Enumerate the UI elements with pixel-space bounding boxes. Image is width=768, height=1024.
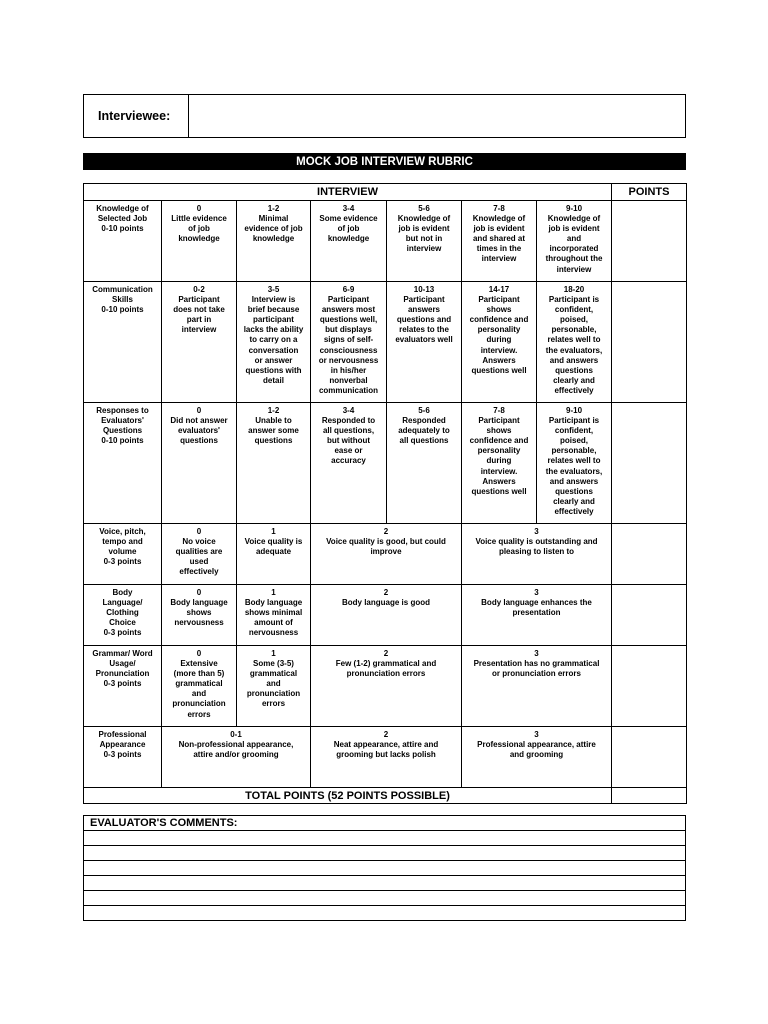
comment-line[interactable]: [84, 861, 686, 876]
rubric-row: [84, 727, 687, 788]
score-descriptor-cell: 10-13 Participant answers questions and relates to the evaluators well: [387, 282, 462, 403]
score-descriptor-cell: 7-8 Knowledge of job is evident and shared at times in the interview: [462, 201, 537, 282]
score-descriptor-cell: 3-4 Responded to all questions, but without ease or accuracy: [311, 403, 387, 524]
total-row: [84, 788, 687, 804]
score-descriptor-cell: 3 Voice quality is outstanding and pleasing to listen to: [462, 524, 612, 585]
score-descriptor-cell: 9-10 Participant is confident, poised, personable, relates well to the evaluators, and answers questions clearly and effectively: [537, 403, 612, 524]
score-descriptor-cell: 6-9 Participant answers most questions well, but displays signs of self- consciousness or nervousness in his/her nonverbal communication: [311, 282, 387, 403]
points-cell[interactable]: [612, 727, 687, 788]
interviewee-label: Interviewee:: [84, 95, 189, 137]
score-descriptor-cell: 2 Voice quality is good, but could improve: [311, 524, 462, 585]
points-cell[interactable]: [612, 201, 687, 282]
rubric-row: [84, 403, 687, 524]
score-descriptor-cell: 3-4 Some evidence of job knowledge: [311, 201, 387, 282]
points-cell[interactable]: [612, 403, 687, 524]
points-cell[interactable]: [612, 646, 687, 727]
score-descriptor-cell: 1 Body language shows minimal amount of nervousness: [237, 585, 311, 646]
criterion-cell: Knowledge of Selected Job 0-10 points: [84, 201, 162, 282]
score-descriptor-cell: 0 Extensive (more than 5) grammatical and pronunciation errors: [162, 646, 237, 727]
evaluator-comments: [83, 815, 686, 921]
score-descriptor-cell: 0 No voice qualities are used effectively: [162, 524, 237, 585]
criterion-cell: Voice, pitch, tempo and volume 0-3 points: [84, 524, 162, 585]
interviewee-field[interactable]: [189, 95, 685, 137]
score-descriptor-cell: 5-6 Responded adequately to all questions: [387, 403, 462, 524]
rubric-title: MOCK JOB INTERVIEW RUBRIC: [83, 153, 686, 170]
criterion-cell: Body Language/ Clothing Choice 0-3 points: [84, 585, 162, 646]
score-descriptor-cell: 2 Body language is good: [311, 585, 462, 646]
total-points-label: TOTAL POINTS (52 POINTS POSSIBLE): [84, 788, 612, 804]
comments-label: EVALUATOR'S COMMENTS:: [84, 816, 686, 831]
rubric-table: [83, 183, 687, 804]
points-cell[interactable]: [612, 282, 687, 403]
score-descriptor-cell: 5-6 Knowledge of job is evident but not in interview: [387, 201, 462, 282]
comment-line[interactable]: [84, 876, 686, 891]
score-descriptor-cell: 0-1 Non-professional appearance, attire and/or grooming: [162, 727, 311, 788]
comment-line[interactable]: [84, 906, 686, 921]
score-descriptor-cell: 0 Did not answer evaluators' questions: [162, 403, 237, 524]
score-descriptor-cell: 9-10 Knowledge of job is evident and incorporated throughout the interview: [537, 201, 612, 282]
rubric-row: [84, 282, 687, 403]
score-descriptor-cell: 3 Presentation has no grammatical or pronunciation errors: [462, 646, 612, 727]
score-descriptor-cell: 7-8 Participant shows confidence and personality during interview. Answers questions well: [462, 403, 537, 524]
comment-line[interactable]: [84, 831, 686, 846]
criterion-cell: Communication Skills 0-10 points: [84, 282, 162, 403]
score-descriptor-cell: 3 Body language enhances the presentation: [462, 585, 612, 646]
score-descriptor-cell: 0 Body language shows nervousness: [162, 585, 237, 646]
comment-line[interactable]: [84, 846, 686, 861]
criterion-cell: Grammar/ Word Usage/ Pronunciation 0-3 points: [84, 646, 162, 727]
score-descriptor-cell: 2 Neat appearance, attire and grooming but lacks polish: [311, 727, 462, 788]
rubric-row: [84, 524, 687, 585]
score-descriptor-cell: 3 Professional appearance, attire and grooming: [462, 727, 612, 788]
rubric-row: [84, 585, 687, 646]
score-descriptor-cell: 1-2 Unable to answer some questions: [237, 403, 311, 524]
interview-header: INTERVIEW: [84, 184, 612, 201]
score-descriptor-cell: 0 Little evidence of job knowledge: [162, 201, 237, 282]
score-descriptor-cell: 18-20 Participant is confident, poised, personable, relates well to the evaluators, and answers questions clearly and effectively: [537, 282, 612, 403]
score-descriptor-cell: 1-2 Minimal evidence of job knowledge: [237, 201, 311, 282]
criterion-cell: Responses to Evaluators' Questions 0-10 points: [84, 403, 162, 524]
criterion-cell: Professional Appearance 0-3 points: [84, 727, 162, 788]
points-header: POINTS: [612, 184, 687, 201]
score-descriptor-cell: 1 Some (3-5) grammatical and pronunciation errors: [237, 646, 311, 727]
score-descriptor-cell: 14-17 Participant shows confidence and personality during interview. Answers questions well: [462, 282, 537, 403]
points-cell[interactable]: [612, 524, 687, 585]
score-descriptor-cell: 0-2 Participant does not take part in interview: [162, 282, 237, 403]
score-descriptor-cell: 1 Voice quality is adequate: [237, 524, 311, 585]
score-descriptor-cell: 3-5 Interview is brief because participant lacks the ability to carry on a conversation or answer questions with detail: [237, 282, 311, 403]
interviewee-box: [83, 94, 686, 138]
total-points-cell[interactable]: [612, 788, 687, 804]
score-descriptor-cell: 2 Few (1-2) grammatical and pronunciation errors: [311, 646, 462, 727]
comment-line[interactable]: [84, 891, 686, 906]
rubric-row: [84, 201, 687, 282]
rubric-row: [84, 646, 687, 727]
points-cell[interactable]: [612, 585, 687, 646]
